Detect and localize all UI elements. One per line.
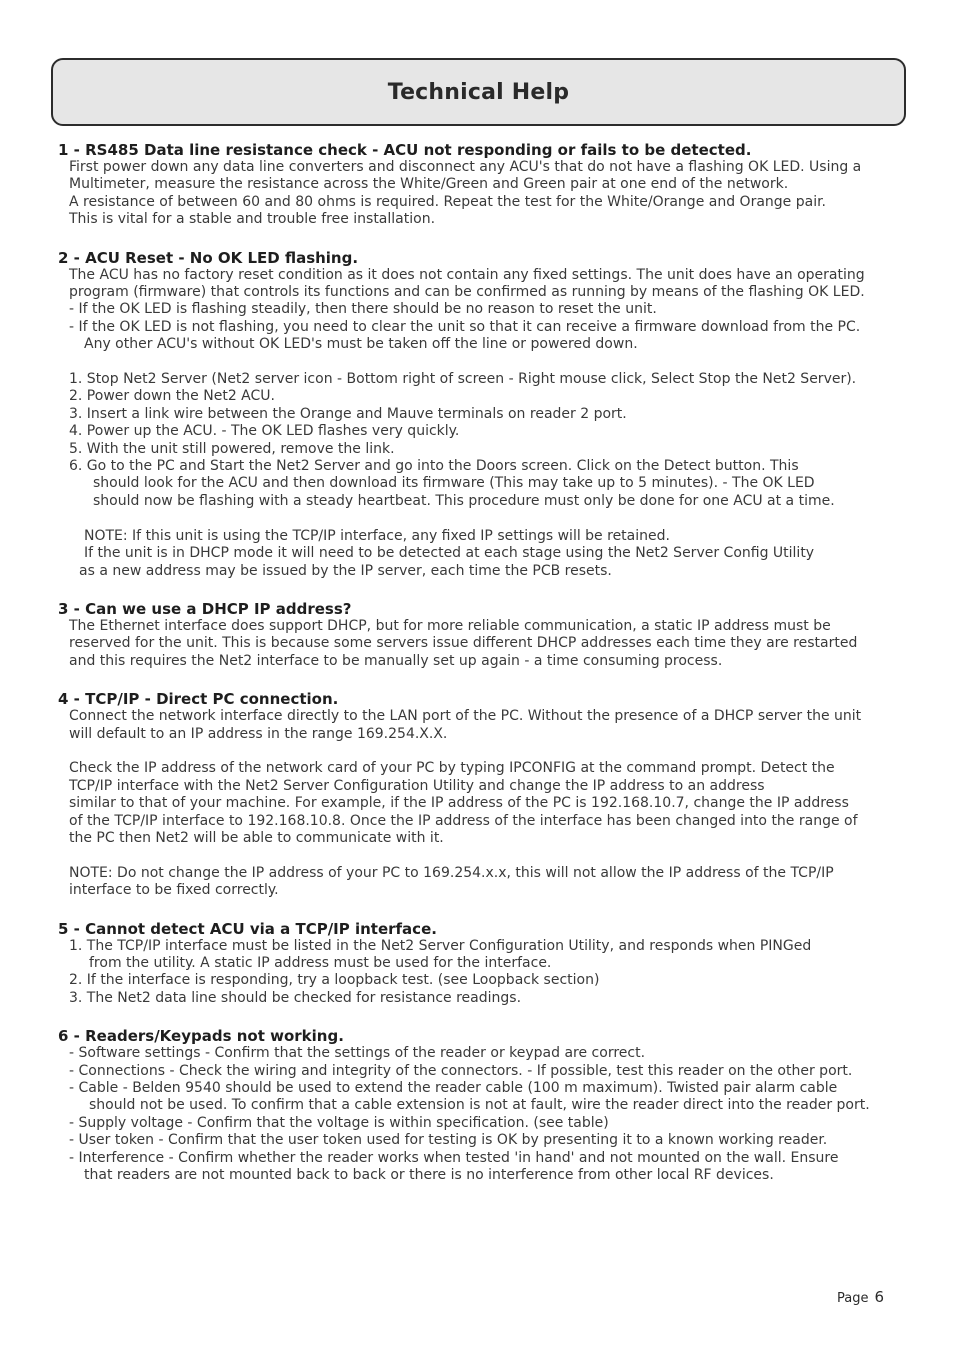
section-heading: 6 - Readers/Keypads not working. (58, 1027, 344, 1046)
section-tcpip-detect (58, 920, 908, 1008)
step-item: 3. Insert a link wire between the Orange and Mauve terminals on reader 2 port. (69, 405, 627, 422)
paragraph-line: and this requires the Net2 interface to be manually set up again - a time consuming process. (69, 652, 723, 669)
list-item: - Cable - Belden 9540 should be used to extend the reader cable (100 m maximum). Twisted pair alarm cable (69, 1080, 838, 1096)
page-title-box (51, 58, 906, 126)
paragraph-line: Check the IP address of the network card of your PC by typing IPCONFIG at the command prompt. Detect the (69, 760, 835, 777)
step-item: 4. Power up the ACU. - The OK LED flashes very quickly. (69, 423, 460, 440)
document-body (58, 141, 908, 1184)
list-item: - Supply voltage - Confirm that the voltage is within specification. (see table) (69, 1114, 609, 1131)
step-item: 6. Go to the PC and Start the Net2 Server and go into the Doors screen. Click on the Detect button. This (69, 458, 799, 475)
list-item: 3. The Net2 data line should be checked for resistance readings. (69, 989, 522, 1006)
note-line: NOTE: Do not change the IP address of your PC to 169.254.x.x, this will not allow the IP address of the TCP/IP (69, 864, 834, 881)
page-number: 6 (874, 1288, 884, 1306)
section-heading: 2 - ACU Reset - No OK LED flashing. (58, 248, 359, 267)
list-item: 2. If the interface is responding, try a loopback test. (see Loopback section) (69, 972, 600, 989)
paragraph-line: of the TCP/IP interface to 192.168.10.8. Once the IP address of the interface has been changed into the range of (69, 812, 858, 829)
section-heading: 1 - RS485 Data line resistance check - ACU not responding or fails to be detected. (58, 141, 752, 159)
section-dhcp (58, 600, 908, 670)
paragraph-line: Multimeter, measure the resistance across the White/Green and Green pair at one end of the network. (69, 176, 789, 193)
paragraph-line: - If the OK LED is not flashing, you need to clear the unit so that it can receive a firmware download from the PC. (69, 318, 861, 335)
paragraph-line: similar to that of your machine. For example, if the IP address of the PC is 192.168.10.7, change the IP address (69, 795, 849, 812)
section-direct-pc (58, 690, 908, 899)
paragraph-line: This is vital for a stable and trouble free installation. (69, 211, 436, 228)
paragraph-line: reserved for the unit. This is because some servers issue different DHCP addresses each time they are restarted (69, 635, 858, 652)
section-heading: 4 - TCP/IP - Direct PC connection. (58, 690, 339, 709)
paragraph-line: The Ethernet interface does support DHCP, but for more reliable communication, a static IP address must be (69, 617, 831, 634)
note-line: interface to be fixed correctly. (69, 882, 279, 899)
paragraph-line: The ACU has no factory reset condition as it does not contain any fixed settings. The unit does have an operating (69, 266, 865, 283)
section-readers (58, 1027, 908, 1184)
paragraph-line: Any other ACU's without OK LED's must be taken off the line or powered down. (84, 336, 638, 353)
step-item: 2. Power down the Net2 ACU. (69, 388, 275, 405)
step-item-continued: should now be flashing with a steady heartbeat. This procedure must only be done for one ACU at a time. (93, 492, 835, 509)
note-line: as a new address may be issued by the IP server, each time the PCB resets. (79, 562, 612, 579)
section-acu-reset (58, 249, 908, 580)
paragraph-line: will default to an IP address in the range 169.254.X.X. (69, 725, 448, 742)
list-item: - Connections - Check the wiring and integrity of the connectors. - If possible, test this reader on the other port. (69, 1062, 853, 1079)
paragraph-line: A resistance of between 60 and 80 ohms is required. Repeat the test for the White/Orange and Orange pair. (69, 193, 826, 210)
list-item: - Software settings - Confirm that the settings of the reader or keypad are correct. (69, 1045, 646, 1062)
step-item: 1. Stop Net2 Server (Net2 server icon - Bottom right of screen - Right mouse click, Select Stop the Net2 Server). (69, 371, 857, 388)
paragraph-line: First power down any data line converters and disconnect any ACU's that do not have a flashing OK LED. Using a (69, 159, 862, 175)
note-line: If the unit is in DHCP mode it will need to be detected at each stage using the Net2 Server Config Utility (84, 545, 815, 562)
section-rs485 (58, 141, 908, 229)
page-label: Page (836, 1291, 869, 1306)
step-item-continued: should look for the ACU and then download its firmware (This may take up to 5 minutes). - The OK LED (93, 475, 815, 492)
paragraph-line: Connect the network interface directly to the LAN port of the PC. Without the presence of a DHCP server the unit (69, 708, 862, 725)
list-item-continued: that readers are not mounted back to back or there is no interference from other local RF devices. (84, 1167, 774, 1184)
list-item: - Interference - Confirm whether the reader works when tested 'in hand' and not mounted on the wall. Ensure (69, 1149, 839, 1166)
step-item: 5. With the unit still powered, remove the link. (69, 440, 395, 457)
paragraph-line: the PC then Net2 will be able to communicate with it. (69, 829, 444, 846)
list-item-continued: should not be used. To confirm that a cable extension is not at fault, wire the reader direct into the reader port. (89, 1097, 870, 1114)
paragraph-line: program (firmware) that controls its functions and can be confirmed as running by means of the flashing OK LED. (69, 284, 865, 301)
section-heading: 3 - Can we use a DHCP IP address? (58, 599, 352, 618)
list-item-continued: from the utility. A static IP address must be used for the interface. (89, 954, 552, 971)
list-item: 1. The TCP/IP interface must be listed in the Net2 Server Configuration Utility, and responds when PINGed (69, 937, 812, 954)
page-footer (837, 1288, 884, 1306)
note-line: NOTE: If this unit is using the TCP/IP interface, any fixed IP settings will be retained. (84, 527, 670, 544)
paragraph-line: - If the OK LED is flashing steadily, then there should be no reason to reset the unit. (69, 301, 657, 318)
section-heading: 5 - Cannot detect ACU via a TCP/IP interface. (58, 919, 437, 938)
list-item: - User token - Confirm that the user token used for testing is OK by presenting it to a known working reader. (69, 1132, 828, 1149)
page-title: Technical Help (387, 79, 570, 105)
paragraph-line: TCP/IP interface with the Net2 Server Configuration Utility and change the IP address to an address (69, 777, 765, 794)
